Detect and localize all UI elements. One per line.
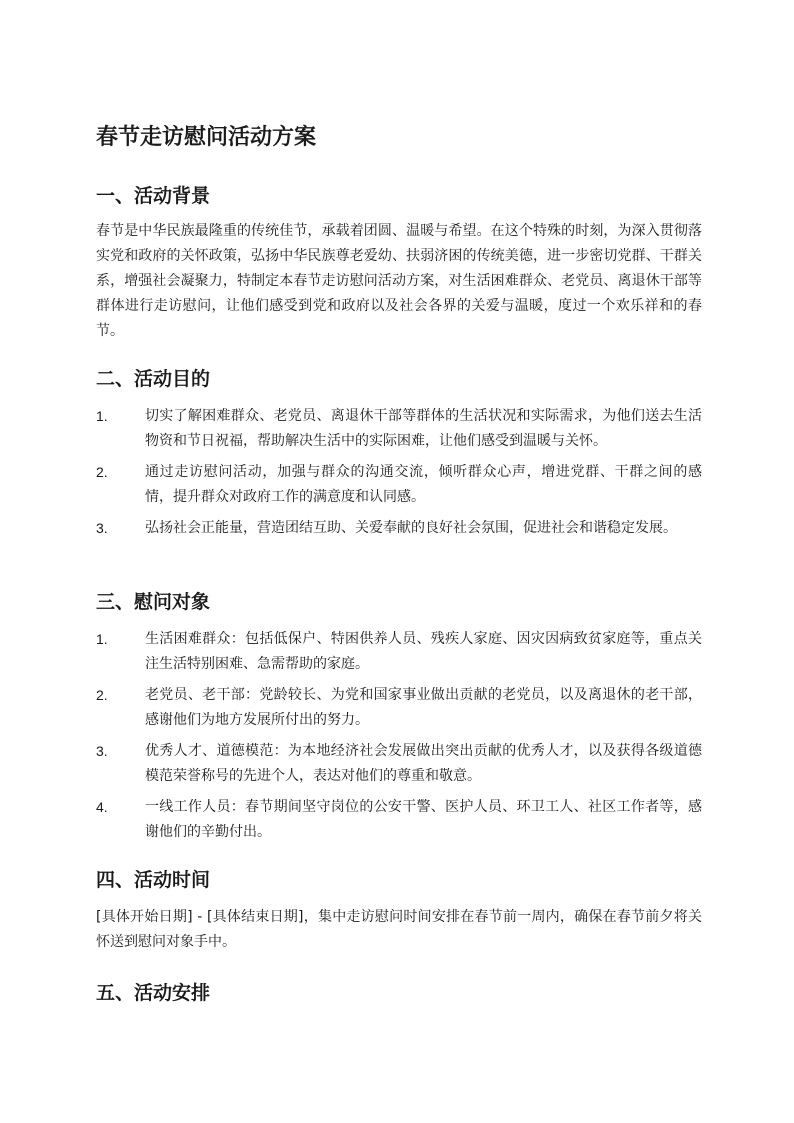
list-item <box>96 739 702 789</box>
section-heading-time: 四、活动时间 <box>96 869 211 891</box>
list-item <box>96 795 702 845</box>
list-item <box>96 460 702 510</box>
list-number: 2. <box>96 687 108 703</box>
background-paragraph: 春节是中华民族最隆重的传统佳节，承载着团圆、温暖与希望。在这个特殊的时刻，为深入贯彻落实党和政府的关怀政策，弘扬中华民族尊老爱幼、扶弱济困的传统美德，进一步密切党群、干群关系，增强社会凝聚力，特制定本春节走访慰问活动方案，对生活困难群众、老党员、离退休干部等群体进行走访慰问，让他们感受到党和政府以及社会各界的关爱与温暖，度过一个欢乐祥和的春节。 <box>96 223 702 339</box>
list-item-text: 优秀人才、道德模范：为本地经济社会发展做出突出贡献的优秀人才，以及获得各级道德模范荣誉称号的先进个人，表达对他们的尊重和敬意。 <box>145 743 702 784</box>
list-item-text: 通过走访慰问活动，加强与群众的沟通交流，倾听群众心声，增进党群、干群之间的感情，提升群众对政府工作的满意度和认同感。 <box>145 464 702 505</box>
list-number: 1. <box>96 408 108 424</box>
list-item-text: 老党员、老干部：党龄较长、为党和国家事业做出贡献的老党员，以及离退休的老干部，感谢他们为地方发展所付出的努力。 <box>145 687 702 728</box>
list-item <box>96 683 702 733</box>
list-item-text: 一线工作人员：春节期间坚守岗位的公安干警、医护人员、环卫工人、社区工作者等，感谢他们的辛勤付出。 <box>145 799 702 840</box>
section-heading-arrangement: 五、活动安排 <box>96 982 211 1004</box>
list-number: 3. <box>96 520 108 536</box>
list-item <box>96 404 702 454</box>
list-number: 1. <box>96 631 108 647</box>
list-item <box>96 627 702 677</box>
section-heading-recipients: 三、慰问对象 <box>96 591 211 613</box>
list-item-text: 生活困难群众：包括低保户、特困供养人员、残疾人家庭、因灾因病致贫家庭等，重点关注生活特别困难、急需帮助的家庭。 <box>145 631 702 672</box>
section-heading-purpose: 二、活动目的 <box>96 368 211 390</box>
list-item-text: 切实了解困难群众、老党员、离退休干部等群体的生活状况和实际需求，为他们送去生活物资和节日祝福，帮助解决生活中的实际困难，让他们感受到温暖与关怀。 <box>145 408 702 449</box>
section-heading-background: 一、活动背景 <box>96 185 211 207</box>
recipients-list <box>96 627 702 851</box>
purpose-list <box>96 404 702 547</box>
document-title: 春节走访慰问活动方案 <box>96 125 317 150</box>
list-item-text: 弘扬社会正能量，营造团结互助、关爱奉献的良好社会氛围，促进社会和谐稳定发展。 <box>145 520 677 536</box>
list-number: 2. <box>96 464 108 480</box>
list-number: 4. <box>96 799 108 815</box>
list-item <box>96 516 702 541</box>
list-number: 3. <box>96 743 108 759</box>
time-paragraph: [具体开始日期] - [具体结束日期]，集中走访慰问时间安排在春节前一周内，确保在春节前夕将关怀送到慰问对象手中。 <box>96 909 702 950</box>
